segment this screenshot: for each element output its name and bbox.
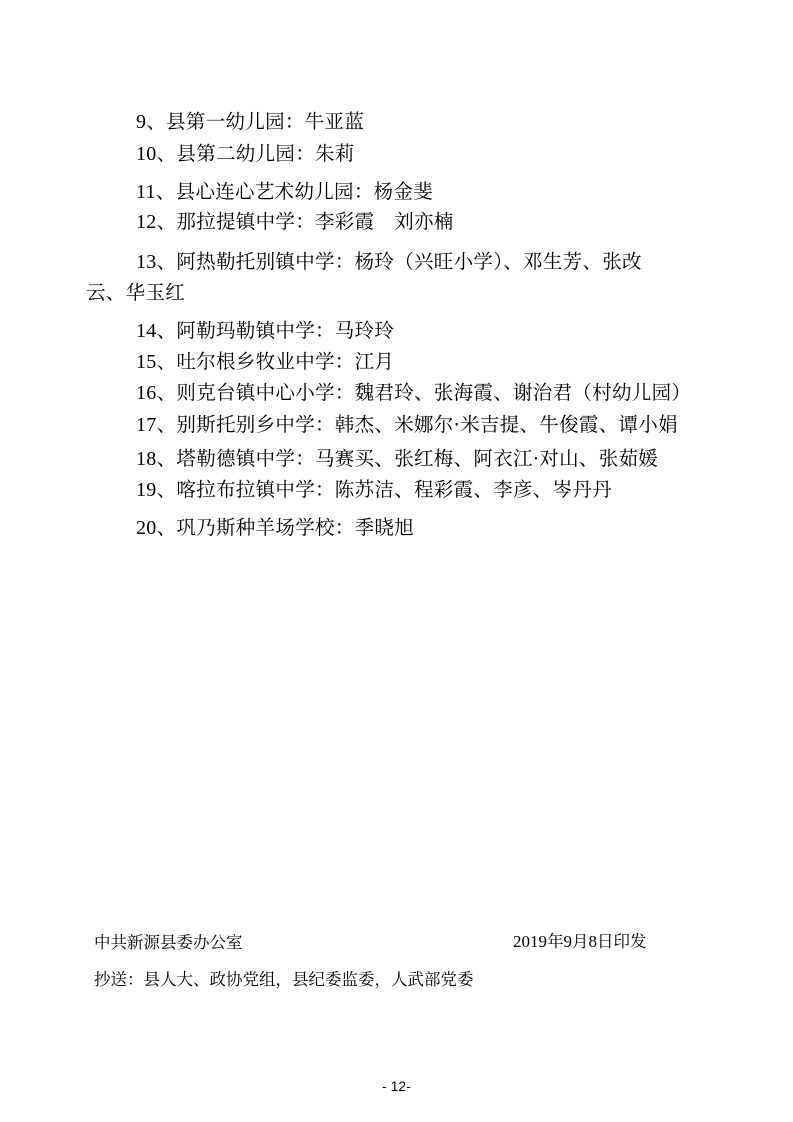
list-item-continuation bbox=[86, 281, 185, 305]
list-item bbox=[136, 110, 364, 134]
list-item bbox=[136, 319, 394, 343]
item-number: 15 bbox=[136, 351, 157, 373]
list-item bbox=[136, 180, 433, 204]
date-day-suffix: 日印发 bbox=[597, 932, 647, 951]
item-number: 10 bbox=[136, 143, 157, 165]
item-text: 、则克台镇中心小学：魏君玲、张海霞、谢治君（村幼儿园） bbox=[156, 381, 692, 404]
item-text-continuation: 云、华玉红 bbox=[86, 281, 186, 304]
list-item bbox=[136, 142, 355, 166]
item-text: 、阿热勒托别镇中学：杨玲（兴旺小学）、邓生芳、张改 bbox=[156, 250, 642, 273]
list-item bbox=[136, 413, 678, 437]
date-month: 9 bbox=[563, 932, 572, 951]
item-number: 14 bbox=[136, 320, 157, 342]
list-item bbox=[136, 478, 612, 502]
item-text: 、县心连心艺术幼儿园：杨金斐 bbox=[155, 180, 434, 203]
item-text: 、县第一幼儿园：牛亚蓝 bbox=[146, 110, 365, 133]
date-year: 2019 bbox=[513, 932, 547, 951]
item-text: 、那拉提镇中学：李彩霞 刘亦楠 bbox=[156, 210, 454, 233]
item-number: 17 bbox=[136, 414, 157, 436]
item-number: 9 bbox=[136, 111, 147, 133]
issue-date bbox=[513, 931, 647, 953]
item-number: 19 bbox=[136, 479, 157, 501]
item-text: 、县第二幼儿园：朱莉 bbox=[156, 142, 355, 165]
item-text: 、喀拉布拉镇中学：陈苏洁、程彩霞、李彦、岑丹丹 bbox=[156, 478, 613, 501]
date-year-suffix: 年 bbox=[547, 932, 564, 951]
list-item bbox=[136, 350, 394, 374]
list-item bbox=[136, 447, 658, 471]
item-number: 13 bbox=[136, 251, 157, 273]
list-item bbox=[136, 381, 691, 405]
list-item bbox=[136, 210, 454, 234]
item-number: 12 bbox=[136, 211, 157, 233]
item-text: 、阿勒玛勒镇中学：马玲玲 bbox=[156, 319, 395, 342]
item-number: 20 bbox=[136, 517, 157, 539]
cc-line: 抄送：县人大、政协党组，县纪委监委，人武部党委 bbox=[94, 970, 474, 989]
item-number: 16 bbox=[136, 382, 157, 404]
issuer-text: 中共新源县委办公室 bbox=[94, 933, 243, 952]
item-text: 、塔勒德镇中学：马赛买、张红梅、阿衣江·对山、张茹媛 bbox=[156, 447, 659, 470]
item-text: 、巩乃斯种羊场学校：季晓旭 bbox=[156, 516, 415, 539]
item-number: 11 bbox=[136, 181, 156, 203]
list-item bbox=[136, 250, 642, 274]
date-month-suffix: 月 bbox=[572, 932, 589, 951]
item-number: 18 bbox=[136, 448, 157, 470]
page-number: - 12- bbox=[382, 1078, 411, 1094]
date-day: 8 bbox=[588, 932, 597, 951]
item-text: 、吐尔根乡牧业中学：江月 bbox=[156, 350, 395, 373]
item-text: 、别斯托别乡中学：韩杰、米娜尔·米吉提、牛俊霞、谭小娟 bbox=[156, 413, 678, 436]
list-item bbox=[136, 516, 414, 540]
